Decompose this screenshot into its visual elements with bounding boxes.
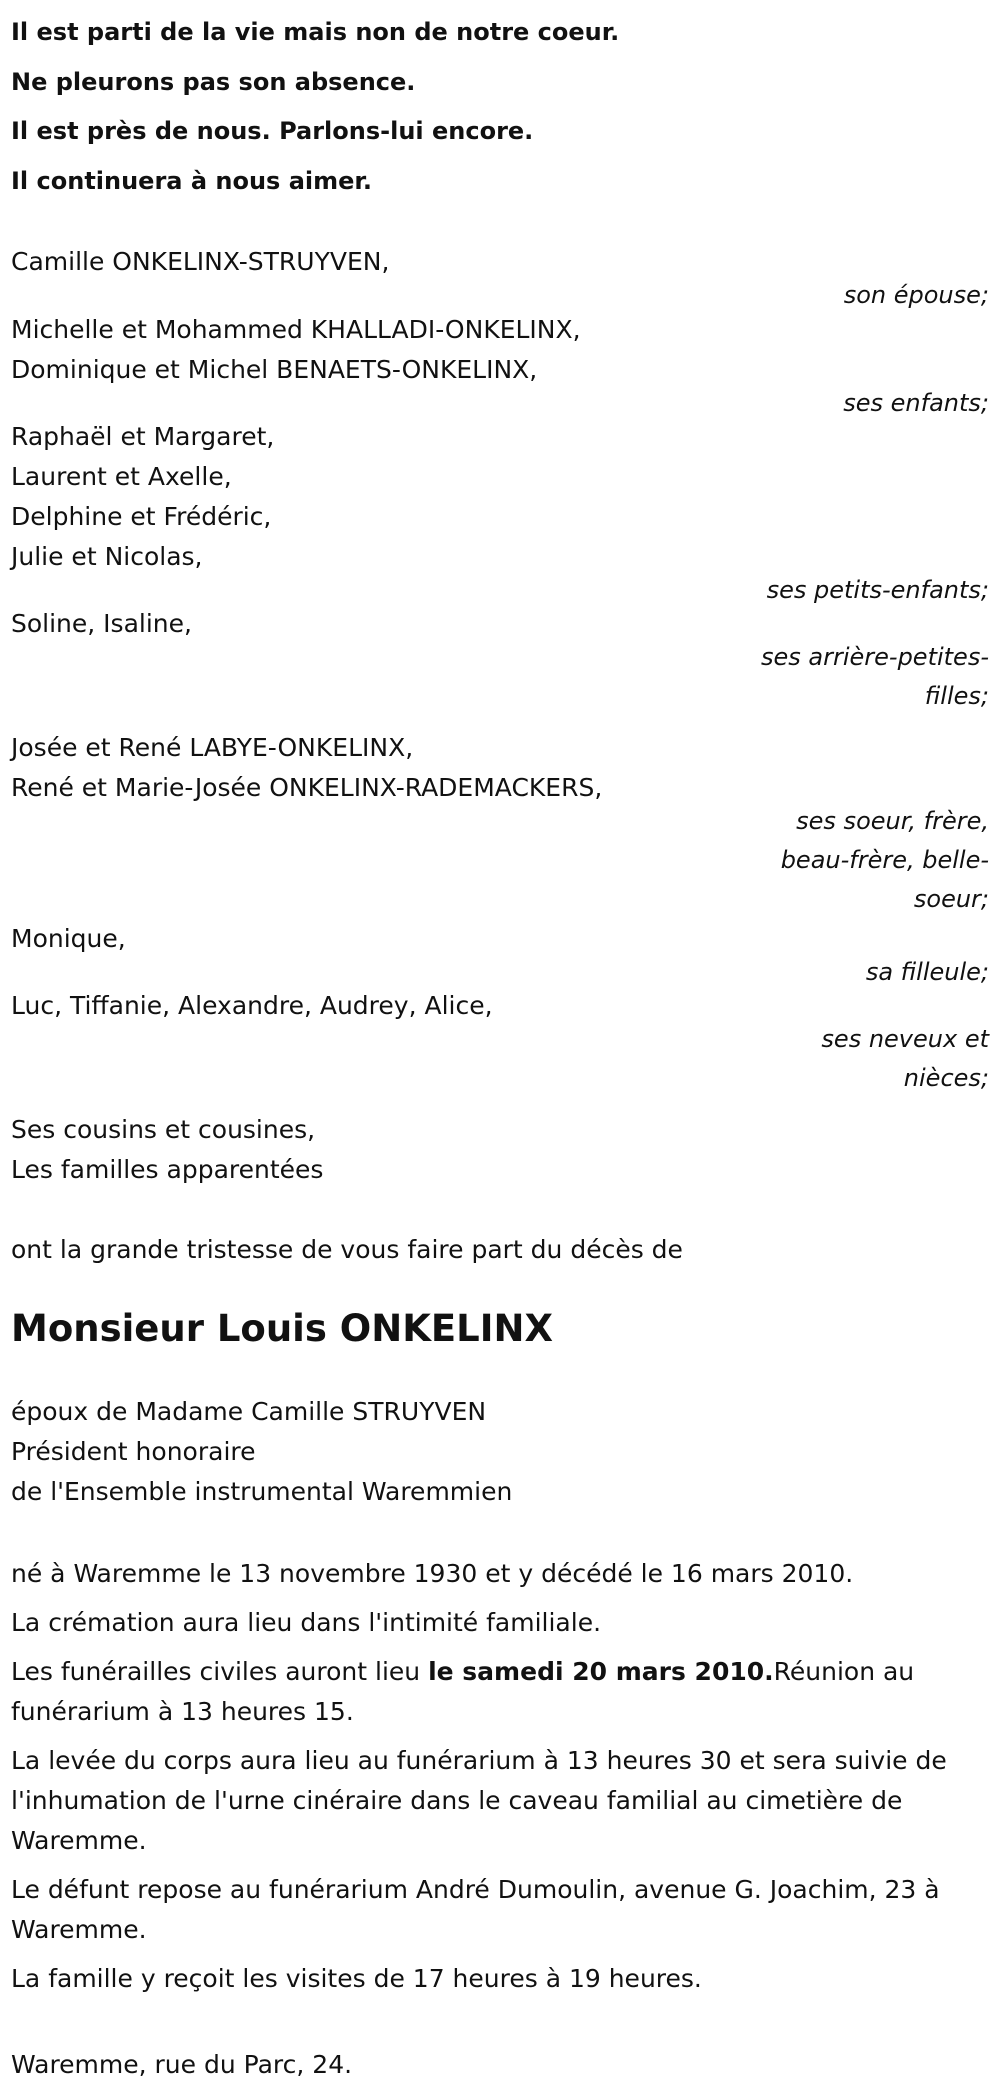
- family-other: Ses cousins et cousines,: [11, 1115, 316, 1144]
- family-role-line: soeur;: [913, 885, 989, 913]
- family-names: [11, 417, 989, 577]
- family-children: [11, 310, 989, 423]
- birth-death: né à Waremme le 13 novembre 1930 et y décédé le 16 mars 2010.: [11, 1559, 854, 1588]
- family-name: Laurent et Axelle,: [11, 462, 232, 491]
- poem-line: Ne pleurons pas son absence.: [11, 67, 416, 96]
- family-name: Camille ONKELINX-STRUYVEN,: [11, 247, 390, 276]
- poem-line: Il est parti de la vie mais non de notre coeur.: [11, 18, 620, 46]
- family-name: Julie et Nicolas,: [11, 542, 203, 571]
- funeral-info: [11, 1554, 989, 1999]
- family-names: [11, 728, 989, 808]
- deceased-detail: Président honoraire: [11, 1437, 256, 1466]
- visits: La famille y reçoit les visites de 17 heures à 19 heures.: [11, 1964, 702, 1993]
- funeral-suffix: Réunion au funérarium à 13 heures 15.: [11, 1657, 915, 1726]
- family-name: Delphine et Frédéric,: [11, 502, 272, 531]
- funeral-prefix: Les funérailles civiles auront lieu: [11, 1657, 429, 1686]
- cremation: La crémation aura lieu dans l'intimité familiale.: [11, 1608, 602, 1637]
- levee: La levée du corps aura lieu au funérarium à 13 heures 30 et sera suivie de l'inhumation de l'urne cinéraire dans le caveau familial au cimetière de Waremme.: [11, 1746, 947, 1855]
- family-name: Monique,: [11, 924, 126, 953]
- deceased-name: Monsieur Louis ONKELINX: [11, 1307, 553, 1350]
- family-goddaughter: [11, 919, 989, 992]
- address: Waremme, rue du Parc, 24.: [11, 2050, 353, 2079]
- family-role: ses enfants;: [843, 389, 989, 417]
- deceased-detail: de l'Ensemble instrumental Waremmien: [11, 1477, 513, 1506]
- announcement: ont la grande tristesse de vous faire part du décès de: [11, 1235, 683, 1264]
- family-name: Dominique et Michel BENAETS-ONKELINX,: [11, 355, 538, 384]
- deceased-detail: époux de Madame Camille STRUYVEN: [11, 1397, 487, 1426]
- family-role: sa filleule;: [865, 958, 989, 986]
- family-role: ses petits-enfants;: [766, 576, 989, 604]
- family-spouse: [11, 242, 989, 315]
- family-role-line: nièces;: [903, 1064, 989, 1092]
- family-role-line: ses arrière-petites-: [761, 643, 989, 671]
- family-role: son épouse;: [843, 281, 989, 309]
- family-name: Josée et René LABYE-ONKELINX,: [11, 733, 414, 762]
- family-others: [11, 1110, 989, 1190]
- family-siblings: [11, 728, 989, 919]
- poem: [11, 0, 989, 206]
- family-name: Michelle et Mohammed KHALLADI-ONKELINX,: [11, 315, 581, 344]
- family-grandchildren: [11, 417, 989, 610]
- family-other: Les familles apparentées: [11, 1155, 324, 1184]
- family-role-line: beau-frère, belle-: [780, 846, 989, 874]
- family-name: René et Marie-Josée ONKELINX-RADEMACKERS,: [11, 773, 603, 802]
- family-names: [11, 310, 989, 390]
- funeral-date: le samedi 20 mars 2010.: [428, 1657, 774, 1686]
- poem-line: Il est près de nous. Parlons-lui encore.: [11, 117, 534, 145]
- family-role-line: ses neveux et: [821, 1025, 989, 1053]
- funeral-details: [11, 1652, 989, 1732]
- repose: Le défunt repose au funérarium André Dumoulin, avenue G. Joachim, 23 à Waremme.: [11, 1875, 940, 1944]
- family-nephews: [11, 986, 989, 1098]
- family-great-grandchildren: [11, 604, 989, 716]
- deceased-details: [11, 1392, 989, 1512]
- family-name: Soline, Isaline,: [11, 609, 192, 638]
- poem-line: Il continuera à nous aimer.: [11, 166, 372, 195]
- family-name: Raphaël et Margaret,: [11, 422, 275, 451]
- family-name: Luc, Tiffanie, Alexandre, Audrey, Alice,: [11, 991, 493, 1020]
- family-role-line: filles;: [924, 682, 989, 710]
- family-role-line: ses soeur, frère,: [796, 807, 989, 835]
